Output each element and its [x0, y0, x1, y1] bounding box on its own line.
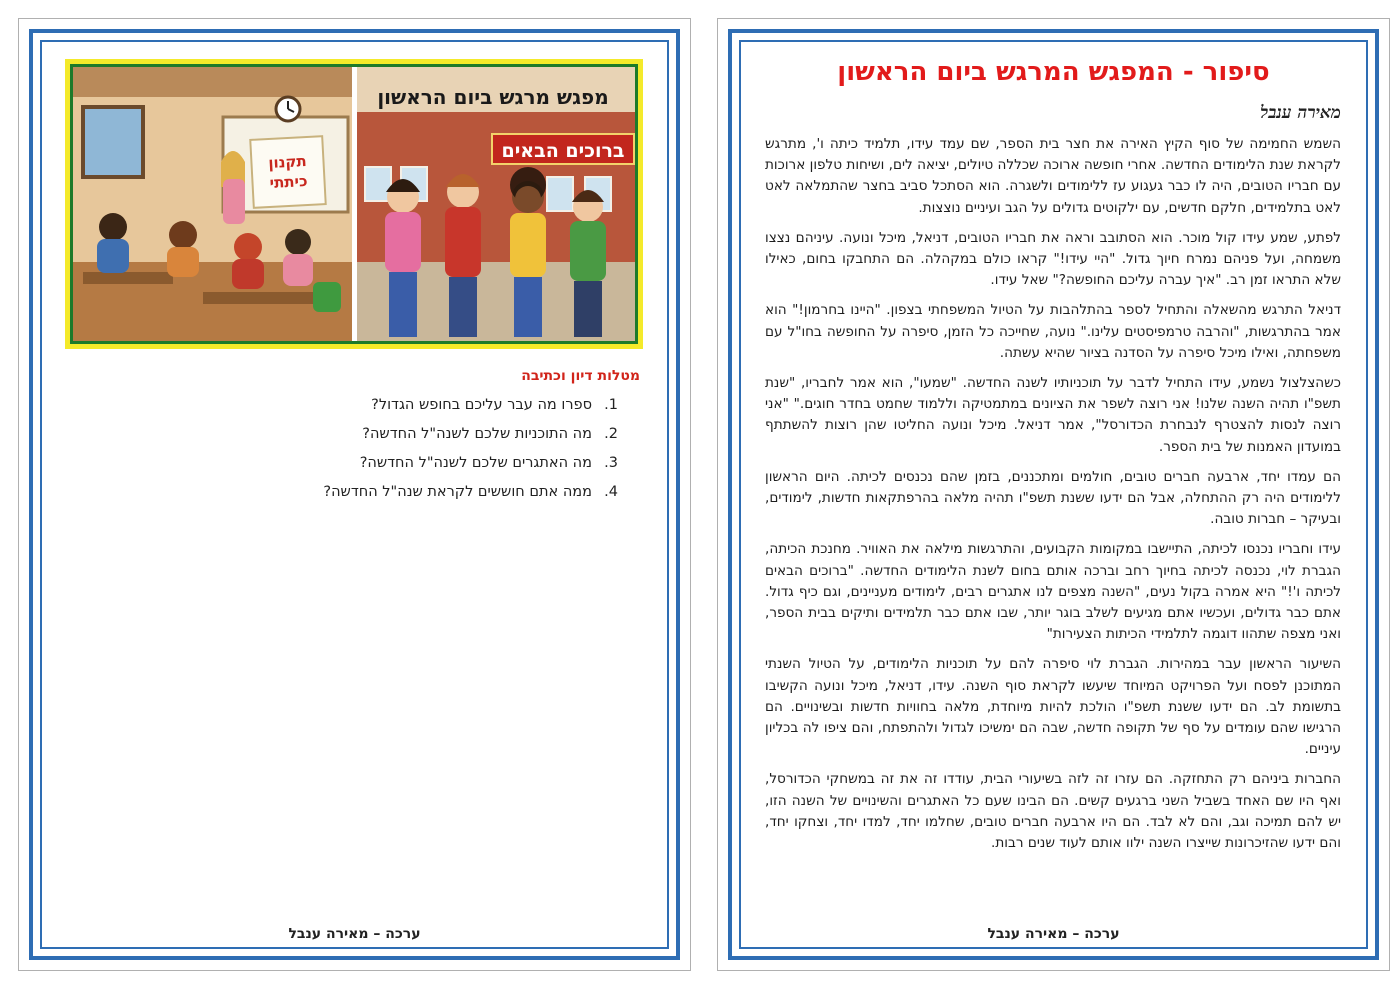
question-number: 2.: [604, 426, 618, 442]
question-text: ממה אתם חוששים לקראת שנה"ל החדשה?: [323, 484, 592, 500]
story-title: סיפור - המפגש המרגש ביום הראשון: [837, 57, 1270, 87]
school-illustration: [70, 64, 638, 344]
illustration-banner-title: מפגש מרגש ביום הראשון: [377, 85, 609, 109]
question-text: מה התוכניות שלכם לשנה"ל החדשה?: [362, 426, 592, 442]
question-text: ספרו מה עבר עליכם בחופש הגדול?: [371, 397, 592, 413]
story-author: מאירה ענבל: [1260, 103, 1341, 123]
question-number: 4.: [604, 484, 618, 500]
question-item: [198, 453, 618, 482]
story-paragraph: הם עמדו יחד, ארבעה חברים טובים, חולמים ומתכננים, בזמן שהם נכנסים לכיתה. היום הראשון ללימודים היה רק ההתחלה, אבל הם ידעו ששנת תשפ"ו תהיה מלאה בהרפתקאות חדשות, לימודים, ובעיקר – חברות טובה.: [765, 468, 1341, 528]
questions-list: [198, 395, 618, 511]
left-page-footer: ערכה – מאירה ענבל: [288, 926, 421, 942]
story-paragraph: השמש החמימה של סוף הקיץ האירה את חצר בית הספר, שם עמד עידו, תלמיד כיתה ו', מתרגש לקראת שנת הלימודים החדשה. אחרי חופשה ארוכה שכללה טיולים, יציאה לים, ושיחות טלפון ארוכות עם חבריו הטובים, היה לו כבר געגוע עז ללימודים ולשגרה. הוא הסתכל סביב בחצר שהתמלאה לאט לאט בתלמידים, חלקם חדשים, עם ילקוטים גדולים על הגב ועיניים נוצצות.: [765, 136, 1341, 216]
illustration-divider: [352, 67, 357, 341]
questions-title: מטלות דיון וכתיבה: [521, 368, 640, 384]
right-page: [717, 18, 1390, 971]
question-number: 1.: [604, 397, 618, 413]
question-item: [198, 395, 618, 424]
story-paragraph: השיעור הראשון עבר במהירות. הגברת לוי סיפרה להם על תוכניות הלימודים, על הטיול השנתי המתוכנן לפסח ועל הפרויקט המיוחד שיעשו לקראת סוף השנה. עידו, דניאל, מיכל ונועה הקשיבו בתשומת לב. הם ידעו ששנת תשפ"ו הולכת להיות מיוחדת, מלאה בחוויות חדשות ובשינויים. הם הרגישו שהם עומדים על סף של תקופה חדשה, שבה הם ימשיכו לגדול ולהתפתח, והם ציפו לה בכליון עיניים.: [765, 656, 1341, 758]
illustration-frame: [65, 59, 643, 349]
left-page: [18, 18, 691, 971]
question-text: מה האתגרים שלכם לשנה"ל החדשה?: [359, 455, 592, 471]
right-page-footer: ערכה – מאירה ענבל: [987, 926, 1120, 942]
story-paragraph: לפתע, שמע עידו קול מוכר. הוא הסתובב וראה את חבריו הטובים, דניאל, מיכל ונועה. עיניהם נצצו משמחה, ועל פניהם נמרח חיוך גדול. "היי עידו!" קראו כולם במקהלה. הם התחבקו בחום, כאילו שלא התראו זמן רב. "איך עברה עליכם החופשה?" שאל עידו.: [765, 229, 1341, 289]
story-paragraph: עידו וחבריו נכנסו לכיתה, התיישבו במקומות הקבועים, והתרגשות מילאה את האוויר. מחנכת הכיתה, הגברת לוי, נכנסה לכיתה בחיוך רחב וברכה אותם בחום לשנת הלימודים החדשה. "ברוכים הבאים לכיתה ו'!" היא אמרה בקול נעים, "השנה מצפים לנו אתגרים רבים, לימודים מעניינים, וגם כיף גדול. אתם כבר גדולים, ועכשיו אתם מגיעים לשלב בוגר יותר, שבו אתם כבר תלמידים ותיקים בבית הספר, ואני מצפה שתהוו דוגמה לתלמידי הכיתות הצעירות": [765, 541, 1341, 643]
poster-line-1: תקנון: [267, 152, 308, 173]
story-body: [765, 134, 1341, 863]
welcome-sign: ברוכים הבאים: [491, 133, 635, 165]
question-number: 3.: [604, 455, 618, 471]
poster-line-2: כיתתי: [269, 172, 308, 192]
story-paragraph: דניאל התרגש מהשאלה והתחיל לספר בהתלהבות על הטיול המשפחתי בצפון. "היינו בחרמון!" הוא אמר בהתרגשות, "והרבה טרמפיסטים עלינו." נועה, שחייכה כל הזמן, סיפרה על החופשה בחו"ל עם משפחתה, ואילו מיכל סיפרה על הסדנה בציור שהיא עשתה.: [765, 302, 1341, 361]
question-item: [198, 482, 618, 511]
story-paragraph: החברות ביניהם רק התחזקה. הם עזרו זה לזה בשיעורי הבית, עודדו זה את זה במשחקי הכדורסל, ואף היו שם האחד בשביל השני ברגעים קשים. הם הבינו שעם כל האתגרים והשינויים של השנה הזו, יש להם תמיכה וגב, והם לא לבד. הם היו ארבעה חברים טובים, שחלמו יחד, למדו יחד, וצחקו יחד, והם ידעו שהזיכרונות שייצרו השנה ילוו אותם לעוד שנים רבות.: [765, 771, 1341, 852]
class-rules-poster: [249, 135, 327, 209]
question-item: [198, 424, 618, 453]
story-paragraph: כשהצלצול נשמע, עידו התחיל לדבר על תוכניותיו לשנה החדשה. "שמעו", הוא אמר לחבריו, "שנת תשפ"ו תהיה השנה שלנו! אני רוצה לשפר את הציונים במתמטיקה וללמוד שחמט בחדר חוגים." "אני רוצה לנסות להצטרף לנבחרת הכדורסל", אמר דניאל. מיכל ונועה החליטו שהן רוצות להשתתף במועדון האמנות של בית הספר.: [765, 375, 1341, 455]
